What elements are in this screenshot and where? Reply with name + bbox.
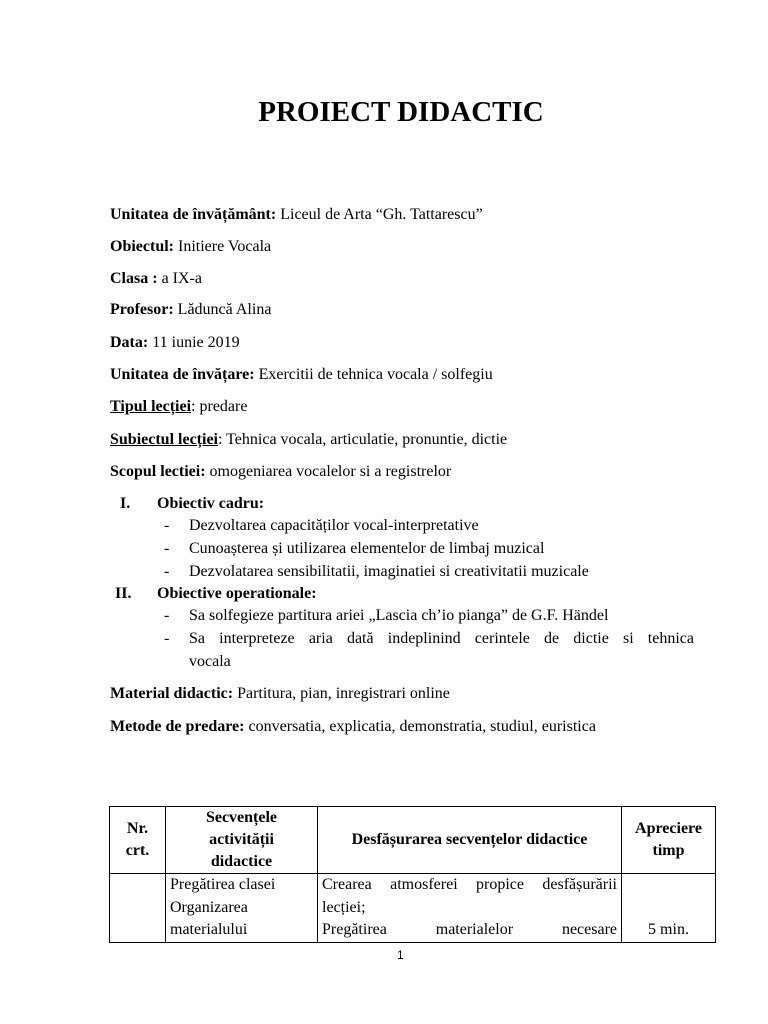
- field-label: Unitatea de învățământ:: [110, 206, 277, 223]
- field-value: omogeniarea vocalelor si a registrelor: [205, 463, 452, 480]
- field-value: 11 iunie 2019: [148, 334, 240, 351]
- field-label: Material didactic:: [110, 685, 234, 702]
- page-title: PROIECT DIDACTIC: [258, 96, 544, 128]
- field-scopul-lectiei: [110, 463, 451, 481]
- field-value: Lăduncă Alina: [173, 301, 272, 318]
- field-tipul-lectiei: [110, 398, 247, 416]
- field-label: Clasa :: [110, 270, 158, 287]
- field-clasa: [110, 270, 202, 288]
- objective-item: Cunoașterea și utilizarea elementelor de limbaj muzical: [189, 540, 545, 557]
- objective-item: Sa interpreteze aria dată indeplinind cerintele de dictie si tehnica: [189, 630, 694, 647]
- cell-timp: 5 min.: [622, 874, 716, 943]
- field-value: Liceul de Arta “Gh. Tattarescu”: [276, 206, 483, 223]
- header-secvente: [166, 807, 318, 874]
- bullet-dash: -: [164, 517, 170, 534]
- field-subiectul-lectiei: [110, 431, 507, 449]
- header-line: didactice: [210, 853, 273, 870]
- bullet-dash: -: [164, 540, 170, 557]
- cell-secvente: [166, 874, 318, 943]
- field-label: Profesor:: [110, 301, 174, 318]
- field-obiectul: [110, 238, 271, 256]
- field-label: Unitatea de învățare:: [110, 366, 255, 383]
- field-label: Tipul lecției: [110, 398, 192, 415]
- header-line: Nr.: [126, 820, 149, 837]
- field-value: Initiere Vocala: [174, 238, 272, 255]
- objective-numeral: I.: [120, 495, 131, 512]
- table-row: [110, 874, 716, 943]
- bullet-dash: -: [164, 607, 170, 624]
- objective-heading: Obiectiv cadru:: [157, 495, 265, 512]
- header-timp: [622, 807, 716, 874]
- field-unitate-invatare: [110, 366, 493, 384]
- field-unitate-invatamant: [110, 206, 483, 224]
- field-profesor: [110, 301, 271, 319]
- cell-line: lecției;: [322, 898, 366, 916]
- cell-line: Pregătirea materialelor necesare: [322, 921, 617, 938]
- bullet-dash: -: [164, 630, 170, 647]
- field-value: : predare: [191, 398, 248, 415]
- field-metode-predare: [110, 718, 596, 736]
- header-line: crt.: [125, 842, 150, 859]
- header-desfasurare: Desfășurarea secvențelor didactice: [318, 807, 622, 874]
- header-nr: [110, 807, 166, 874]
- field-value: : Tehnica vocala, articulatie, pronuntie, dictie: [217, 431, 508, 448]
- objective-heading: Obiective operationale:: [157, 585, 317, 602]
- field-label: Data:: [110, 334, 149, 351]
- field-value: conversatia, explicatia, demonstratia, studiul, euristica: [244, 718, 596, 735]
- cell-desfasurare: [318, 874, 622, 943]
- field-value: a IX-a: [157, 270, 202, 287]
- field-value: Partitura, pian, inregistrari online: [233, 685, 450, 702]
- objective-item-continuation: vocala: [189, 653, 231, 670]
- table-header-row: [110, 807, 716, 874]
- header-line: timp: [652, 842, 685, 859]
- objective-item: Dezvolatarea sensibilitatii, imaginatiei si creativitatii muzicale: [189, 563, 589, 580]
- cell-line: materialului: [170, 921, 248, 938]
- lesson-table: [109, 806, 716, 943]
- cell-line: Pregătirea clasei: [170, 876, 276, 893]
- cell-line: Crearea atmosferei propice desfășurării: [322, 876, 617, 893]
- field-label: Scopul lectiei:: [110, 463, 206, 480]
- field-data: [110, 334, 240, 352]
- field-label: Subiectul lecției: [110, 431, 218, 448]
- header-line: Secvențele: [205, 809, 278, 826]
- field-label: Metode de predare:: [110, 718, 245, 735]
- page-number: 1: [397, 948, 404, 962]
- objective-numeral: II.: [115, 585, 132, 602]
- header-line: activității: [209, 831, 274, 848]
- bullet-dash: -: [164, 563, 170, 580]
- field-label: Obiectul:: [110, 238, 174, 255]
- field-material-didactic: [110, 685, 450, 703]
- cell-nr: [110, 874, 166, 943]
- field-value: Exercitii de tehnica vocala / solfegiu: [254, 366, 493, 383]
- objective-item: Dezvoltarea capacităților vocal-interpretative: [189, 517, 479, 534]
- header-line: Apreciere: [635, 820, 702, 837]
- objective-item: Sa solfegieze partitura ariei „Lascia ch’io pianga” de G.F. Händel: [189, 607, 609, 624]
- cell-line: Organizarea: [170, 898, 248, 916]
